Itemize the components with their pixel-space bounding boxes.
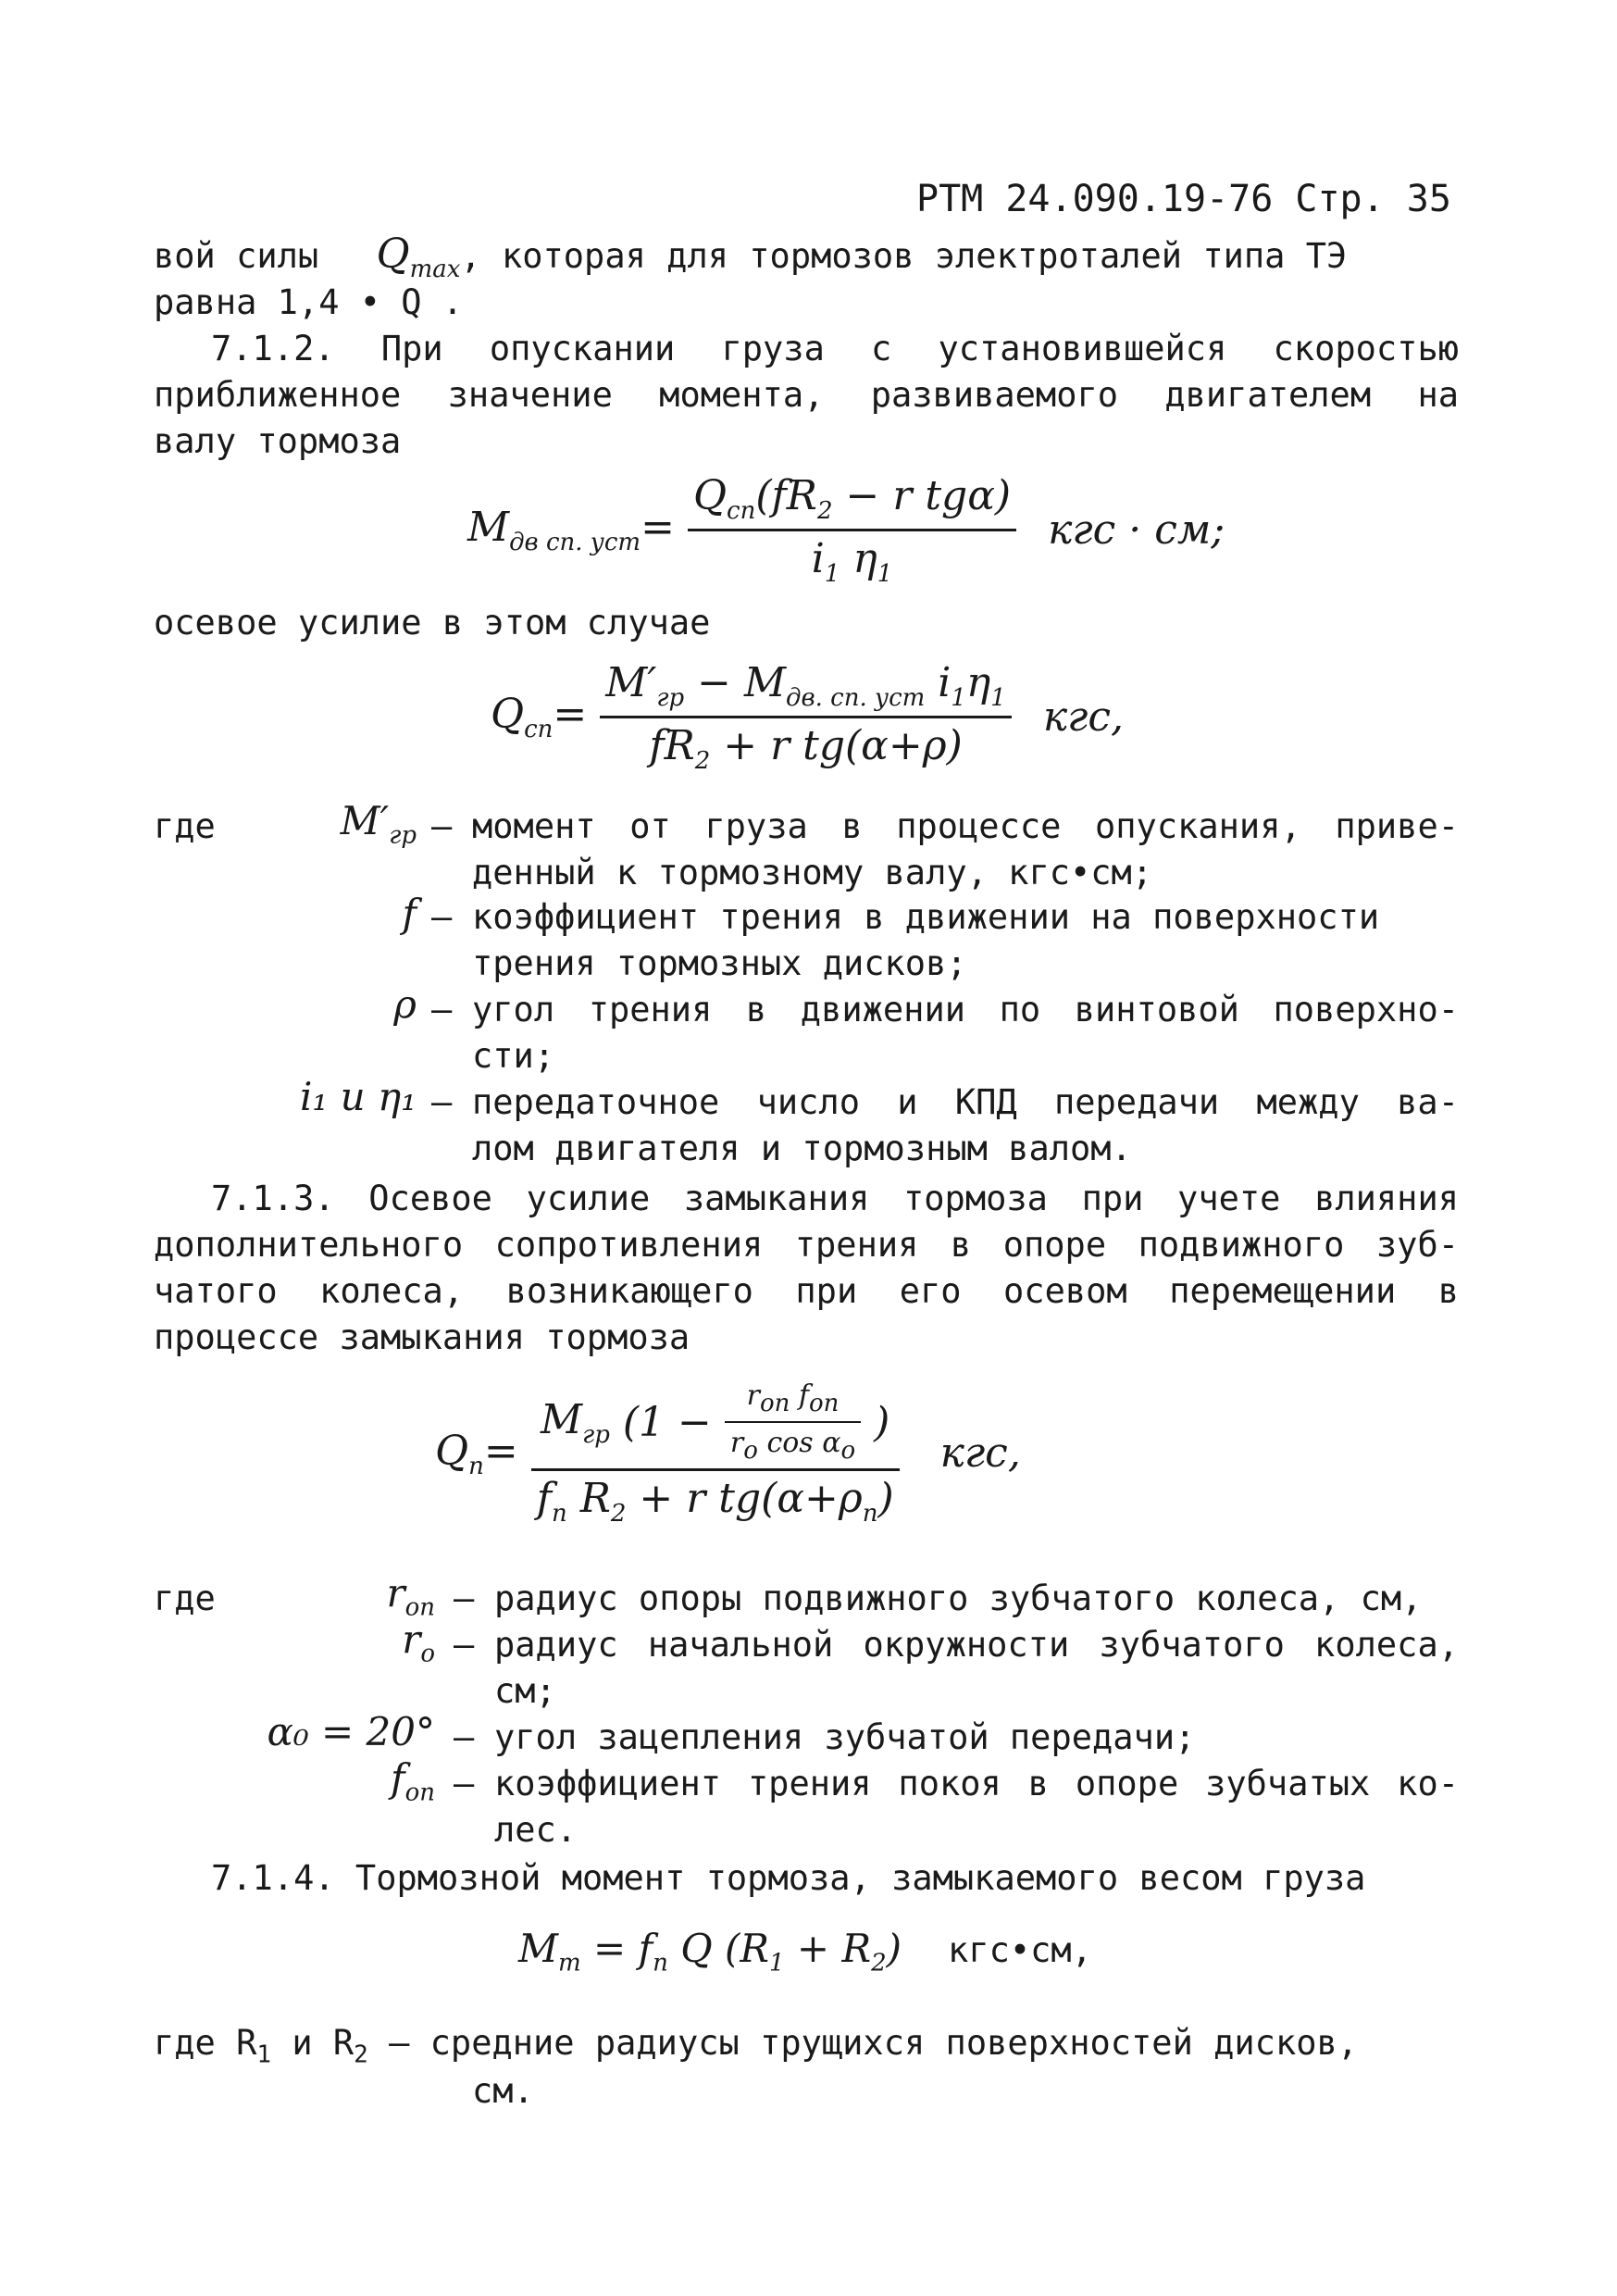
f1-unit: кгс · см; (1048, 505, 1225, 554)
f3-inner-num-a: r (746, 1379, 760, 1412)
def-f-desc (472, 894, 1459, 987)
f2-num-d-sub: 1 (990, 683, 1006, 712)
f4-eq: = (580, 1926, 639, 1971)
def-r-op-symbol (278, 1570, 435, 1621)
def-rho-desc (472, 987, 1459, 1079)
f2-lhs (491, 691, 587, 743)
section-7-1-2-text (154, 326, 1459, 465)
def-r-o-symbol (278, 1616, 435, 1667)
f1-num-b: (fR (755, 472, 817, 519)
f3-den-b: R (566, 1475, 611, 1522)
f1-lhs-sub: дв сп. уст (509, 528, 641, 556)
f2-num-b: − M (684, 659, 787, 706)
f3-num-m-sym: M (541, 1395, 583, 1443)
def-alpha-desc (494, 1715, 1459, 1761)
f3-inner-num-b-sub: оп (809, 1390, 840, 1417)
def-alpha-dash: – (454, 1717, 475, 1757)
def-f-op-desc (494, 1761, 1459, 1853)
f2-num-a: M′ (605, 659, 657, 706)
def-m-gr-sub: гр (389, 821, 417, 850)
def-m-gr-line-2: денный к тормозному валу, кгс•см; (472, 853, 1153, 892)
s713-line-4: процессе замыкания тормоза (154, 1317, 690, 1357)
defs2-where: где (154, 1578, 216, 1618)
def-rho-line-1: угол трения в движении по винтовой поверхно- (472, 990, 1459, 1029)
def-rho-line-2: сти; (472, 1036, 555, 1076)
s712-line-2: приближенное значение момента, развиваемого двигателем на (154, 375, 1459, 415)
def-f-op-sym: f (391, 1755, 405, 1801)
def-f-op-line-2: лес. (494, 1810, 578, 1850)
f1-eq: = (641, 503, 675, 551)
f4-lhs: M (518, 1926, 559, 1971)
f3-lhs (435, 1428, 518, 1480)
def-rho-dash: – (431, 990, 453, 1029)
f2-eq: = (553, 690, 588, 738)
f3-den-a: f (536, 1475, 552, 1522)
section-7-1-3-text (154, 1176, 1459, 1361)
f3-num-close: ) (874, 1398, 890, 1446)
f4-rest2: + R (784, 1926, 872, 1971)
f3-inner-num-a-sub: оп (759, 1390, 790, 1417)
formula-axial-force (491, 659, 1124, 775)
f3-fraction (531, 1379, 900, 1528)
f1-denominator (688, 531, 1016, 588)
s714-where-a: где R (154, 2023, 257, 2063)
f2-den-b: + r tg(α+ρ) (710, 721, 963, 769)
intro-text-b: , которая для тормозов электроталей типа ТЭ (460, 236, 1348, 276)
def-f-line-1: коэффициент трения в движении на поверхности (472, 897, 1380, 937)
s712-line-3: валу тормоза (154, 421, 402, 461)
def-f-op-line-1: коэффициент трения покоя в опоре зубчатых ко- (494, 1764, 1459, 1803)
f3-inner-den-a-sub: о (743, 1437, 758, 1465)
def-i-eta-desc (472, 1079, 1459, 1172)
s713-line-1: 7.1.3. Осевое усилие замыкания тормоза при учете влияния (211, 1179, 1459, 1218)
defs1-where: где (154, 806, 216, 846)
f3-denominator (531, 1471, 900, 1528)
f2-fraction (600, 659, 1012, 775)
def-m-gr-sym: M′ (340, 798, 390, 843)
f2-num-b-sub: дв. сп. уст (786, 683, 926, 712)
f1-lhs (467, 504, 675, 556)
f3-num-m (541, 1396, 610, 1449)
f1-num-b-sub: 2 (816, 496, 833, 525)
f2-denominator (600, 718, 1012, 775)
def-m-gr-line-1: момент от груза в процессе опускания, приве- (472, 806, 1459, 846)
def-f-op-dash: – (454, 1764, 475, 1803)
s713-line-2: дополнительного сопротивления трения в опоре подвижного зуб- (154, 1225, 1459, 1265)
f3-lhs-sym: Q (435, 1427, 469, 1475)
q-symbol: Q (376, 231, 410, 278)
f2-num-a-sub: гр (656, 683, 685, 712)
s714-where-c: – средние радиусы трущихся поверхностей дисков, (367, 2023, 1359, 2063)
def-i-eta-line-2: лом двигателя и тормозным валом. (472, 1129, 1132, 1168)
f1-den-a: i (811, 534, 825, 582)
def-f-op-symbol (278, 1755, 435, 1806)
formula-closing-force (435, 1379, 1021, 1528)
f3-inner-den-b-sub: о (840, 1437, 856, 1465)
page-header: РТМ 24.090.19-76 Стр. 35 (916, 178, 1451, 220)
s713-line-3: чатого колеса, возникающего при его осевом перемещении в (154, 1271, 1459, 1311)
q-subscript: max (409, 255, 461, 283)
s714-where-line (154, 2020, 1358, 2078)
def-i-eta-dash: – (431, 1082, 453, 1122)
f1-fraction (688, 472, 1016, 588)
q-max-symbol (376, 231, 461, 283)
f3-inner-num (725, 1379, 861, 1423)
f3-inner-den-b: cos α (757, 1427, 841, 1459)
f3-inner-den-a: r (729, 1427, 744, 1459)
f2-numerator (600, 659, 1012, 718)
f1-num-a-sub: сп (727, 496, 756, 525)
def-f-dash: – (431, 897, 453, 937)
def-r-o-sym: r (402, 1616, 421, 1662)
f1-num-c: − r tgα) (832, 472, 1012, 519)
intro-text-a: вой силы (154, 236, 319, 276)
f3-num-open: (1 − (622, 1398, 712, 1446)
s714-where-sub2: 2 (354, 2040, 368, 2069)
def-r-op-desc (494, 1576, 1459, 1622)
f3-numerator (531, 1379, 900, 1471)
s712-after-text: осевое усилие в этом случае (154, 603, 711, 643)
def-f-symbol: f (402, 891, 417, 936)
def-m-gr-desc (472, 804, 1459, 896)
f1-den-b-sub: 1 (877, 559, 893, 588)
def-r-o-dash: – (454, 1625, 475, 1665)
formula-motor-moment (467, 472, 1225, 588)
def-i-eta-line-1: передаточное число и КПД передачи между ва- (472, 1082, 1459, 1122)
f4-f: f (638, 1926, 653, 1971)
f2-den-a: fR (649, 721, 695, 769)
f3-unit: кгс, (939, 1429, 1021, 1478)
def-alpha-line-1: угол зацепления зубчатой передачи; (494, 1717, 1196, 1757)
formula-braking-moment (518, 1926, 1092, 1977)
f3-den-c-sub: п (862, 1499, 878, 1528)
def-r-o-sub: о (420, 1640, 435, 1668)
f2-unit: кгс, (1042, 693, 1124, 741)
f2-num-c: i (925, 659, 952, 706)
f2-den-a-sub: 2 (694, 746, 711, 775)
f4-rest: Q (R (667, 1926, 770, 1971)
intro-line-2: равна 1,4 • Q . (154, 282, 464, 322)
def-r-op-dash: – (454, 1578, 475, 1618)
s714-where-line-2: см. (472, 2071, 534, 2111)
f1-num-a: Q (692, 472, 728, 519)
f2-num-c-sub: 1 (951, 683, 966, 712)
f1-lhs-sym: M (467, 503, 510, 551)
def-f-op-sub: оп (404, 1778, 435, 1807)
section-7-1-4-text (154, 1855, 1459, 1902)
f2-lhs-sub: сп (524, 715, 554, 743)
def-f-line-2: трения тормозных дисков; (472, 943, 967, 983)
def-m-gr-dash: – (431, 806, 453, 846)
f3-inner-num-b: f (790, 1379, 810, 1412)
def-m-gr-symbol (278, 798, 417, 849)
f3-den-c: + r tg(α+ρ (626, 1475, 863, 1522)
def-i-eta-symbol: i₁ и η₁ (299, 1074, 417, 1119)
def-r-o-desc (494, 1622, 1459, 1715)
f3-den-b-sub: 2 (610, 1499, 627, 1528)
def-alpha-symbol: α₀ = 20° (267, 1709, 435, 1754)
f3-lhs-sub: п (468, 1452, 484, 1480)
f4-unit: кгс•см, (948, 1930, 1092, 1970)
def-r-op-sub: оп (404, 1593, 435, 1622)
f3-inner-fraction (725, 1379, 861, 1465)
def-r-op-sym: r (386, 1570, 405, 1616)
f4-rest2-sub: 2 (871, 1949, 887, 1978)
f3-num-m-sub: гр (582, 1420, 610, 1449)
s714-line-1: 7.1.4. Тормозной момент тормоза, замыкаемого весом груза (211, 1858, 1366, 1898)
f3-inner-den (725, 1423, 861, 1465)
f4-rest3: ) (886, 1926, 902, 1971)
f1-numerator (688, 472, 1016, 531)
s714-where-b: и R (271, 2023, 354, 2063)
def-rho-symbol: ρ (393, 981, 417, 1027)
s714-where-sub1: 1 (256, 2040, 272, 2069)
def-r-o-line-1: радиус начальной окружности зубчатого колеса, (494, 1625, 1459, 1665)
f4-lhs-sub: т (558, 1949, 581, 1978)
def-r-op-line-1: радиус опоры подвижного зубчатого колеса, см, (494, 1578, 1423, 1618)
f3-eq: = (483, 1427, 518, 1475)
f4-f-sub: п (653, 1949, 668, 1978)
f3-den-a-sub: п (552, 1499, 567, 1528)
f1-den-a-sub: 1 (824, 559, 840, 588)
def-r-o-line-2: см; (494, 1671, 556, 1711)
s712-line-1: 7.1.2. При опускании груза с установившейся скоростью (211, 329, 1459, 368)
f2-num-d: η (965, 659, 991, 706)
f1-den-b: η (840, 534, 877, 582)
f2-lhs-sym: Q (491, 690, 525, 738)
f4-rest-sub: 1 (769, 1949, 785, 1978)
f3-den-d: ) (877, 1475, 894, 1522)
